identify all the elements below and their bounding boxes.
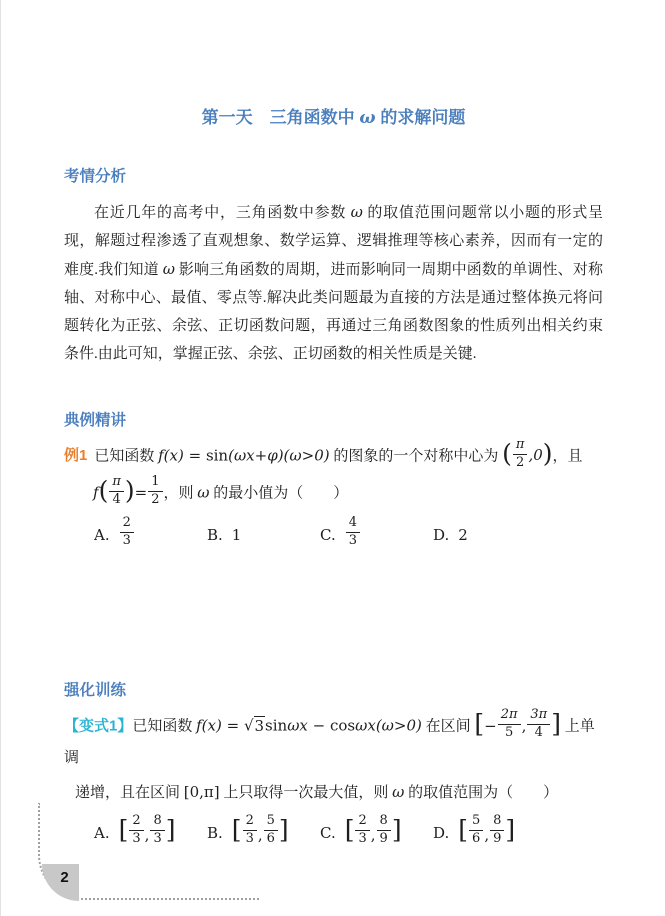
right-paren: ) [542,438,553,468]
option-c [320,813,433,849]
fraction-denominator: 3 [153,831,162,846]
fraction-numerator: 5 [264,814,278,831]
fraction-1-over-2 [148,475,162,508]
stem-text: 已知函数 [94,448,159,465]
option-label: C. [320,525,336,544]
option-fraction [346,516,360,549]
fraction-numerator: 2 [129,814,143,831]
formula-run: sin [205,446,229,465]
option-a [94,515,207,551]
interval-upper-fraction [490,814,504,847]
formula-run: ωx(ω>0) [355,716,422,735]
stem-text: 上单调 [64,718,595,767]
option-c [320,515,433,551]
paragraph-run: 在近几年的高考中，三角函数中参数 [94,205,351,221]
option-value: 2 [458,525,468,544]
fraction-denominator: 5 [505,725,514,741]
variation1-stem-line1 [64,707,603,773]
fraction-numerator: 3π [527,708,550,725]
fraction-denominator: 3 [122,533,131,549]
fraction-numerator: π [513,438,528,455]
option-interval [458,813,516,849]
title-text-1: 第一天 三角函数中 [201,108,360,127]
option-label: D. [433,823,450,842]
comma: , [370,825,376,844]
fraction-numerator: 4 [346,516,360,533]
variation1-label: 【变式1】 [64,717,133,735]
fraction-numerator: 8 [150,814,164,831]
fraction-pi-over-2 [513,438,528,471]
sqrt-radicand: 3 [254,716,265,735]
left-bracket: [ [344,815,355,844]
formula-run: f(x) = [196,716,244,735]
fraction-denominator: 9 [493,831,502,846]
formula-run: sin [265,716,288,735]
fraction-denominator: 6 [472,831,481,846]
fraction-numerator: 2 [120,516,134,533]
example1-stem-line1 [64,437,603,473]
fraction-2pi-over-5 [498,708,521,741]
formula-run: (ωx+φ)(ω>0) [228,446,330,465]
example1-stem-line2 [64,473,603,510]
section-heading-examples: 典例精讲 [64,412,127,429]
comma: , [257,825,263,844]
left-bracket: [ [474,709,485,739]
formula-run: ωx − [287,716,330,735]
option-interval [344,813,402,849]
example1-problem [64,437,603,551]
omega-symbol: ω [392,783,405,802]
stem-text: 上只取得一次最大值，则 [219,785,393,802]
page-number: 2 [60,869,69,886]
interval-lower-fraction [355,814,369,847]
option-label: B. [207,525,223,544]
formula-run: cos [330,716,356,735]
option-b [207,526,320,544]
option-label: C. [320,823,336,842]
example1-label: 例1 [64,447,88,465]
interval-lower-fraction [469,814,483,847]
f-of-pi-over-4 [98,473,135,507]
fraction-denominator: 2 [516,454,525,470]
equals-sign: = [134,483,148,502]
fraction-denominator: 3 [358,831,367,846]
minus-sign: − [484,716,497,735]
right-bracket: ] [391,815,402,844]
stem-text: 递增，且在区间 [75,785,184,802]
omega-symbol: ω [350,203,363,221]
omega-symbol: ω [197,483,210,502]
example1-options [64,515,603,551]
paragraph-run: 的取值范围问题常以小题的形式呈现，解题过程渗透了直观想象、数学运算、逻辑推理等核心素养，因而有一定的难度.我们知道 [64,205,603,278]
page-content [1,0,665,849]
option-d [433,813,516,849]
symmetry-center-expression [502,437,553,470]
fraction-3pi-over-4 [527,708,550,741]
section-heading-exam-analysis: 考情分析 [64,168,127,185]
stem-text: 的图象的一个对称中心为 [329,448,503,465]
right-bracket: ] [551,709,561,739]
title-omega: ω [359,108,376,128]
page-number-badge [42,864,79,901]
paragraph-run: 影响三角函数的周期，进而影响同一周期中函数的单调性、对称轴、对称中心、最值、零点等.解决此类问题最为直接的方法是通过整体换元将问题转化为正弦、余弦、正切函数问题，再通过三角函数图象的性质列出相关约束条件.由此可知，掌握正弦、余弦、正切函数的相关性质是关键. [64,262,603,362]
fraction-numerator: π [109,475,124,492]
page-title [64,0,603,128]
right-bracket: ] [505,815,516,844]
fraction-denominator: 4 [112,491,121,507]
title-text-2: 的求解问题 [375,108,466,127]
option-value: 1 [231,525,242,544]
right-paren: ) [124,475,135,505]
fraction-denominator: 3 [132,831,141,846]
fraction-numerator: 1 [148,475,162,492]
fraction-denominator: 4 [534,725,543,741]
fraction-numerator: 2 [355,814,369,831]
left-paren: ( [502,438,512,468]
interval-upper-fraction [377,814,391,847]
stem-text: ，则 [163,485,198,502]
fraction-numerator: 8 [490,814,504,831]
fraction-numerator: 5 [469,814,483,831]
interval-upper-fraction [264,814,278,847]
stem-text: 的最小值为（ ） [209,485,349,502]
comma: , [521,716,527,735]
exam-analysis-paragraph [64,198,603,368]
stem-text: ，且 [552,448,583,465]
fraction-numerator: 2π [498,708,521,725]
option-label: B. [207,823,223,842]
stem-text: 已知函数 [132,718,197,735]
option-label: A. [94,525,110,544]
fraction-pi-over-4 [109,475,124,508]
option-label: D. [433,525,450,544]
option-fraction [120,516,134,549]
interval-0-pi: [0,π] [183,783,220,802]
comma: , [484,825,490,844]
left-paren: ( [98,475,109,505]
formula-run: ,0 [528,446,543,465]
stem-text: 的取值范围为（ ） [404,785,559,802]
sqrt-expression [244,716,265,735]
option-d [433,526,468,544]
fraction-denominator: 6 [266,831,275,846]
fraction-denominator: 9 [379,831,388,846]
fraction-denominator: 3 [245,831,254,846]
stem-text: 在区间 [421,718,475,735]
omega-symbol: ω [162,260,175,278]
left-bracket: [ [231,815,242,844]
fraction-numerator: 8 [377,814,391,831]
fraction-denominator: 3 [348,533,357,549]
right-bracket: ] [278,815,289,844]
formula-run: f [93,483,99,502]
sqrt-symbol: √ [243,716,254,735]
comma: , [144,825,150,844]
formula-run: f(x) = [158,446,206,465]
right-bracket: ] [165,815,176,844]
fraction-numerator: 2 [243,814,257,831]
section-heading-training: 强化训练 [64,682,127,700]
left-bracket: [ [458,815,469,844]
option-label: A. [94,823,110,842]
left-bracket: [ [118,815,129,844]
fraction-denominator: 2 [151,492,160,508]
